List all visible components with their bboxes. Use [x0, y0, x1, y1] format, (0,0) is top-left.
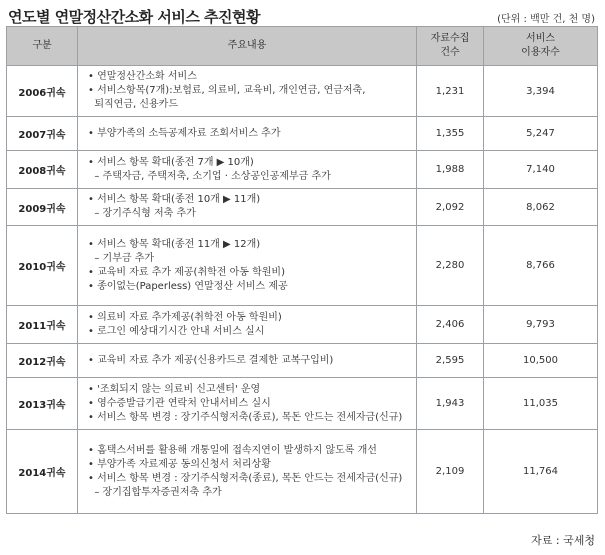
row-item-line: – 장기집합투자증권저축 추가 [88, 486, 222, 498]
row-year: 2013귀속 [7, 378, 78, 430]
row-users: 8,062 [484, 189, 598, 226]
table-row [7, 378, 598, 430]
row-count: 2,109 [417, 430, 484, 514]
row-item-line: • 교육비 자료 추가 제공(신용카드로 결제한 교복구입비) [88, 354, 334, 366]
row-item-line: • 교육비 자료 추가 제공(취학전 아동 학원비) [88, 266, 285, 278]
header-items: 주요내용 [78, 27, 417, 66]
header-count-line2: 건수 [440, 47, 460, 58]
table-row [7, 189, 598, 226]
table-row [7, 66, 598, 117]
table-row [7, 306, 598, 344]
row-item-line: • 로그인 예상대기시간 안내 서비스 실시 [88, 325, 265, 337]
header-count-line1: 자료수집 [430, 33, 470, 44]
row-year: 2006귀속 [7, 66, 78, 117]
row-users: 10,500 [484, 344, 598, 378]
row-item-line: • 서비스 항목 확대(종전 10개 ▶ 11개) [88, 194, 261, 205]
row-item-line: • 홈택스서버를 활용해 개통일에 접속지연이 발생하지 않도록 개선 [88, 444, 377, 456]
row-users: 3,394 [484, 66, 598, 117]
row-year: 2010귀속 [7, 226, 78, 306]
row-count: 2,595 [417, 344, 484, 378]
header-users [484, 27, 598, 66]
row-item-line: • 부양가족의 소득공제자료 조회서비스 추가 [88, 127, 281, 139]
row-item-line: • 서비스 항목 확대(종전 11개 ▶ 12개) [88, 238, 261, 250]
row-count: 1,355 [417, 117, 484, 151]
unit-note: (단위 : 백만 건, 천 명) [497, 14, 595, 25]
row-item-line: • 영수증발급기관 연락처 안내서비스 실시 [88, 397, 271, 409]
row-count: 1,943 [417, 378, 484, 430]
row-year: 2011귀속 [7, 306, 78, 344]
page-title: 연도별 연말정산간소화 서비스 추진현황 [8, 8, 260, 26]
row-item-line: • 의료비 자료 추가제공(취학전 아동 학원비) [88, 311, 282, 323]
row-item-line: • 종이없는(Paperless) 연말정산 서비스 제공 [88, 280, 288, 292]
service-status-table [6, 26, 598, 514]
row-items [78, 151, 417, 189]
row-count: 2,280 [417, 226, 484, 306]
table-header-row [7, 27, 598, 66]
row-item-line: – 장기주식형 저축 추가 [88, 208, 196, 219]
row-users: 11,035 [484, 378, 598, 430]
table-row [7, 344, 598, 378]
row-count: 1,231 [417, 66, 484, 117]
row-year: 2012귀속 [7, 344, 78, 378]
row-item-line: • 서비스항목(7개):보험료, 의료비, 교육비, 개인연금, 연금저축, [88, 85, 366, 96]
row-users: 7,140 [484, 151, 598, 189]
header-users-line1: 서비스 [526, 33, 555, 44]
row-items [78, 344, 417, 378]
table-row [7, 117, 598, 151]
table-body [7, 66, 598, 514]
row-count: 2,406 [417, 306, 484, 344]
table-row [7, 226, 598, 306]
row-item-line: • '조회되지 않는 의료비 신고센터' 운영 [88, 383, 261, 395]
row-count: 2,092 [417, 189, 484, 226]
row-items [78, 430, 417, 514]
row-items [78, 378, 417, 430]
table-row [7, 151, 598, 189]
header-count [417, 27, 484, 66]
table-row [7, 430, 598, 514]
row-users: 8,766 [484, 226, 598, 306]
row-users: 11,764 [484, 430, 598, 514]
row-item-line: 퇴직연금, 신용카드 [88, 99, 178, 110]
row-item-line: • 서비스 항목 변경 : 장기주식형저축(종료), 목돈 안드는 전세자금(신규) [88, 411, 403, 423]
header-users-line2: 이용자수 [521, 47, 560, 58]
row-items [78, 226, 417, 306]
row-item-line: • 서비스 항목 변경 : 장기주식형저축(종료), 목돈 안드는 전세자금(신규) [88, 472, 403, 484]
row-items [78, 189, 417, 226]
row-items [78, 117, 417, 151]
row-count: 1,988 [417, 151, 484, 189]
row-item-line: • 부양가족 자료제공 동의신청서 처리상황 [88, 458, 271, 470]
row-items [78, 66, 417, 117]
row-users: 5,247 [484, 117, 598, 151]
row-item-line: – 기부금 추가 [88, 252, 155, 264]
row-year: 2007귀속 [7, 117, 78, 151]
row-year: 2009귀속 [7, 189, 78, 226]
row-year: 2008귀속 [7, 151, 78, 189]
row-item-line: • 연말정산간소화 서비스 [88, 71, 197, 82]
row-item-line: – 주택자금, 주택저축, 소기업 · 소상공인공제부금 추가 [88, 170, 331, 182]
row-year: 2014귀속 [7, 430, 78, 514]
row-users: 9,793 [484, 306, 598, 344]
header-year: 구분 [7, 27, 78, 66]
row-item-line: • 서비스 항목 확대(종전 7개 ▶ 10개) [88, 156, 254, 168]
source-note: 자료 : 국세청 [531, 534, 595, 547]
row-items [78, 306, 417, 344]
